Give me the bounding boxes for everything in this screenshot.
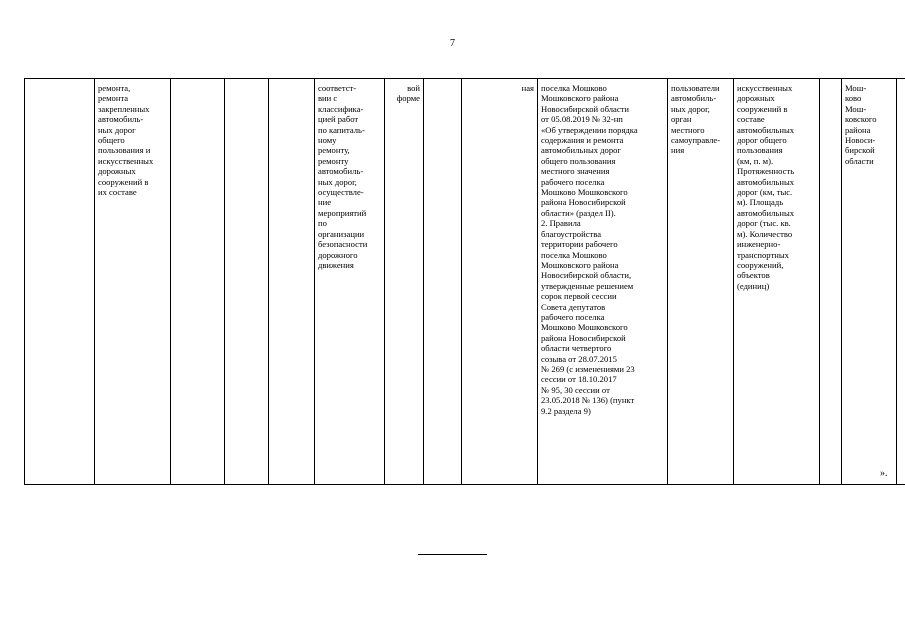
table-cell-2: ремонта, ремонта закрепленных автомобиль- ных дорог общего пользования и искусственных дорожных сооружений в их составе — [95, 79, 171, 485]
closing-quote-mark: ». — [880, 468, 888, 479]
table-cell-3 — [171, 79, 225, 485]
table-cell-8 — [424, 79, 462, 485]
table-cell-10: поселка Мошково Мошковского района Новосибирской области от 05.08.2019 № 32-нп «Об утверждении порядка содержания и ремонта автомобильных дорог общего пользования местного значения рабочего поселка Мошково Мошковского района Новосибирской области» (раздел II). 2. Правила благоустройства территории рабочего поселка Мошково Мошковского района Новосибирской области, утвержденные решением сорок первой сессии Совета депутатов рабочего поселка Мошково Мошковского района Новосибирской области четвертого созыва от 28.07.2015 № 269 (с изменениями 23 сессии от 18.10.2017 № 95, 30 сессии от 23.05.2018 № 136) (пункт 9.2 раздела 9) — [538, 79, 668, 485]
table-cell-13 — [820, 79, 842, 485]
document-table — [24, 78, 905, 485]
table-cell-7: вой форме — [385, 79, 424, 485]
table-row — [25, 79, 905, 485]
table-cell-11: пользователи автомобиль- ных дорог, орган местного самоуправле- ния — [668, 79, 734, 485]
footnote-separator — [418, 554, 487, 555]
table-cell-12: искусственных дорожных сооружений в составе автомобильных дорог общего пользования (км, п. м). Протяженность автомобильных дорог (км, тыс. м). Площадь автомобильных дорог (тыс. кв. м). Количество инженерно- транспортных сооружений, объектов (единиц) — [734, 79, 820, 485]
table-cell-5 — [269, 79, 315, 485]
table-cell-6: соответст- вии с классифика- цией работ по капиталь- ному ремонту, ремонту автомобиль- ных дорог, осуществле- ние мероприятий по организации безопасности дорожного движения — [315, 79, 385, 485]
table-cell-4 — [225, 79, 269, 485]
table-cell-9: ная — [462, 79, 538, 485]
table-cell-1 — [25, 79, 95, 485]
page-number: 7 — [450, 38, 455, 49]
table-cell-15 — [897, 79, 905, 485]
table-cell-14: Мош- ково Мош- ковского района Новоси- бирской области — [842, 79, 897, 485]
